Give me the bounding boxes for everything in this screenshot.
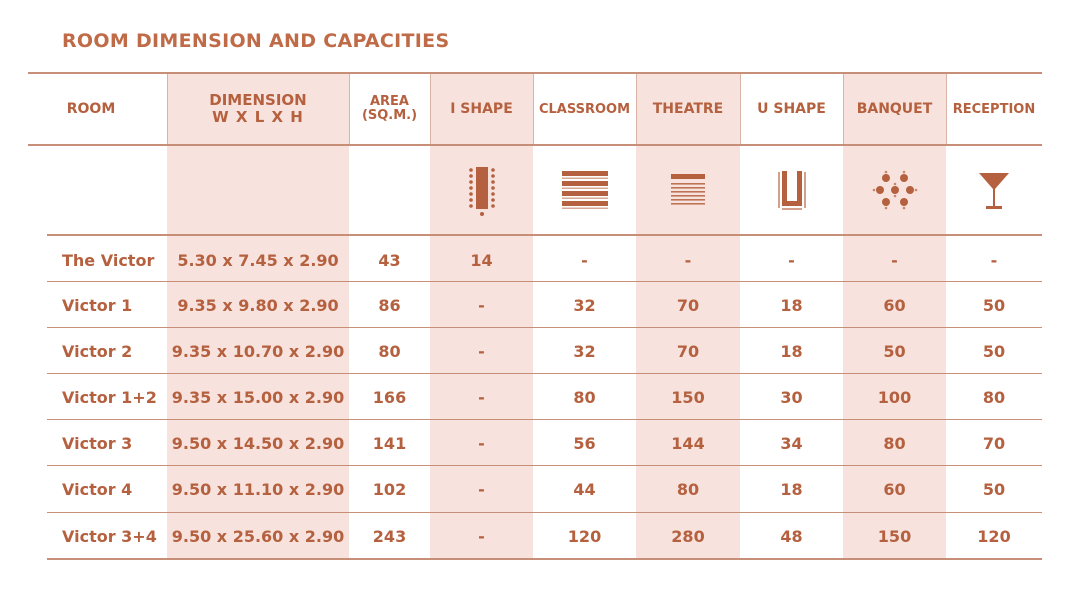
cell-room: Victor 3 bbox=[62, 434, 133, 453]
cell-reception: 120 bbox=[977, 527, 1011, 546]
cell-classroom: 44 bbox=[573, 480, 596, 499]
header-dimension bbox=[167, 74, 349, 144]
banquet-layout-icon bbox=[843, 150, 946, 230]
cell-area: 43 bbox=[378, 251, 401, 270]
cell-theatre: 80 bbox=[676, 480, 700, 499]
cell-dimension: 9.50 x 14.50 x 2.90 bbox=[171, 434, 345, 453]
cell-banquet: - bbox=[891, 251, 898, 270]
cell-banquet: 100 bbox=[877, 388, 912, 407]
cell-u-shape: 18 bbox=[780, 342, 803, 361]
cell-banquet: 60 bbox=[883, 296, 906, 315]
cell-dimension: 9.35 x 10.70 x 2.90 bbox=[171, 342, 345, 361]
cell-i-shape: - bbox=[478, 434, 485, 453]
u-shape-layout-icon bbox=[740, 150, 843, 230]
cell-reception: 70 bbox=[982, 434, 1006, 453]
cell-area: 166 bbox=[372, 388, 407, 407]
cell-u-shape: - bbox=[788, 251, 795, 270]
cell-room: Victor 1+2 bbox=[62, 388, 157, 407]
cell-room: Victor 1 bbox=[62, 296, 133, 315]
cell-room: The Victor bbox=[62, 251, 155, 270]
cell-reception: 80 bbox=[982, 388, 1006, 407]
cell-theatre: 70 bbox=[676, 342, 700, 361]
cell-dimension: 9.50 x 11.10 x 2.90 bbox=[171, 480, 345, 499]
icon-row-bottom-rule bbox=[47, 234, 1042, 236]
i-shape-layout-icon bbox=[430, 150, 533, 230]
header-theatre: THEATRE bbox=[652, 100, 724, 117]
cell-banquet: 50 bbox=[883, 342, 906, 361]
header-i-shape: I SHAPE bbox=[450, 100, 513, 117]
cell-theatre: 150 bbox=[671, 388, 705, 407]
row-divider bbox=[47, 512, 1042, 513]
cell-theatre: 70 bbox=[676, 296, 700, 315]
cell-area: 102 bbox=[372, 480, 407, 499]
cell-classroom: 32 bbox=[573, 342, 596, 361]
cell-area: 141 bbox=[372, 434, 407, 453]
header-area-sub: (SQ.M.) bbox=[361, 108, 418, 123]
cell-u-shape: 18 bbox=[780, 296, 803, 315]
header-area-label: AREA bbox=[369, 94, 409, 109]
cell-i-shape: - bbox=[478, 480, 485, 499]
cell-u-shape: 18 bbox=[780, 480, 803, 499]
theatre-layout-icon bbox=[636, 150, 740, 230]
cell-classroom: 56 bbox=[573, 434, 596, 453]
cell-theatre: - bbox=[684, 251, 692, 270]
cell-dimension: 9.50 x 25.60 x 2.90 bbox=[171, 527, 345, 546]
cell-classroom: 120 bbox=[567, 527, 602, 546]
cell-i-shape: - bbox=[478, 527, 485, 546]
cell-reception: 50 bbox=[982, 342, 1006, 361]
cell-theatre: 144 bbox=[671, 434, 705, 453]
header-room: ROOM bbox=[66, 100, 116, 117]
cell-i-shape: 14 bbox=[470, 251, 493, 270]
cocktail-glass-icon bbox=[946, 150, 1042, 230]
header-area bbox=[349, 74, 430, 144]
cell-dimension: 9.35 x 15.00 x 2.90 bbox=[171, 388, 345, 407]
cell-classroom: 32 bbox=[573, 296, 596, 315]
classroom-layout-icon bbox=[533, 150, 636, 230]
cell-banquet: 80 bbox=[883, 434, 906, 453]
cell-u-shape: 30 bbox=[780, 388, 803, 407]
cell-area: 243 bbox=[372, 527, 407, 546]
header-reception: RECEPTION bbox=[952, 101, 1036, 117]
cell-room: Victor 4 bbox=[62, 480, 133, 499]
header-dimension-label: DIMENSION bbox=[209, 91, 307, 109]
cell-room: Victor 2 bbox=[62, 342, 133, 361]
cell-reception: 50 bbox=[982, 480, 1006, 499]
cell-dimension: 5.30 x 7.45 x 2.90 bbox=[177, 251, 339, 270]
cell-i-shape: - bbox=[478, 388, 485, 407]
cell-i-shape: - bbox=[478, 296, 485, 315]
cell-classroom: - bbox=[581, 251, 588, 270]
cell-u-shape: 34 bbox=[780, 434, 803, 453]
cell-u-shape: 48 bbox=[780, 527, 803, 546]
cell-reception: 50 bbox=[982, 296, 1006, 315]
header-u-shape: U SHAPE bbox=[757, 100, 826, 117]
cell-area: 86 bbox=[378, 296, 401, 315]
cell-theatre: 280 bbox=[671, 527, 705, 546]
page-title: ROOM DIMENSION AND CAPACITIES bbox=[62, 30, 450, 52]
cell-i-shape: - bbox=[478, 342, 485, 361]
cell-classroom: 80 bbox=[573, 388, 596, 407]
cell-area: 80 bbox=[378, 342, 401, 361]
cell-banquet: 150 bbox=[877, 527, 912, 546]
cell-banquet: 60 bbox=[883, 480, 906, 499]
header-bottom-rule bbox=[28, 144, 1042, 146]
header-banquet: BANQUET bbox=[856, 100, 933, 117]
cell-dimension: 9.35 x 9.80 x 2.90 bbox=[177, 296, 339, 315]
header-classroom: CLASSROOM bbox=[538, 101, 631, 117]
cell-room: Victor 3+4 bbox=[62, 527, 157, 546]
header-dimension-sub: W X L X H bbox=[212, 108, 304, 126]
cell-reception: - bbox=[990, 251, 998, 270]
